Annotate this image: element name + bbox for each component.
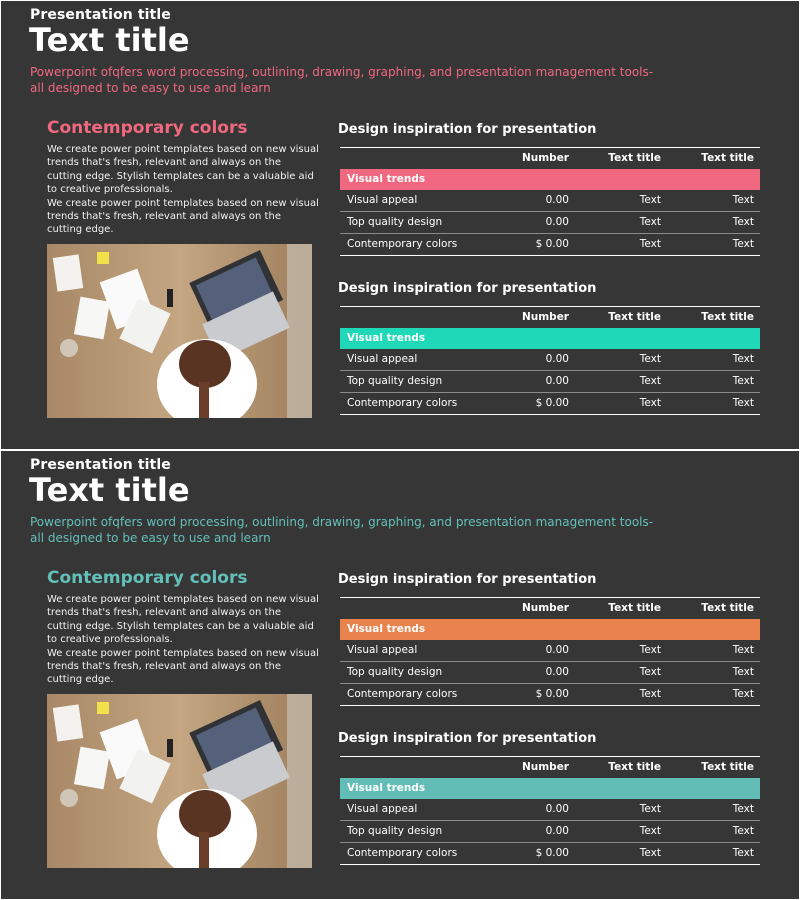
table-row (340, 684, 760, 706)
table-1 (340, 147, 760, 256)
row-label: Contemporary colors (347, 688, 458, 700)
row-text-2: Text (732, 397, 754, 409)
header-text-title-2: Text title (701, 602, 754, 614)
row-number: $ 0.00 (535, 238, 569, 250)
table-2-title: Design inspiration for presentation (338, 281, 597, 296)
table-band (340, 169, 760, 190)
header-number: Number (521, 761, 569, 773)
row-text-2: Text (732, 194, 754, 206)
row-label: Contemporary colors (347, 397, 458, 409)
row-text-1: Text (639, 803, 661, 815)
row-text-1: Text (639, 397, 661, 409)
row-number: 0.00 (545, 194, 569, 206)
row-number: 0.00 (545, 216, 569, 228)
row-text-2: Text (732, 847, 754, 859)
body-text (47, 593, 319, 687)
header-text-title-2: Text title (701, 152, 754, 164)
row-number: 0.00 (545, 666, 569, 678)
table-row (340, 799, 760, 821)
body-text (47, 143, 319, 237)
table-band (340, 328, 760, 349)
row-text-2: Text (732, 666, 754, 678)
row-text-1: Text (639, 353, 661, 365)
table-row (340, 393, 760, 415)
slide-2 (1, 451, 799, 899)
table-row (340, 371, 760, 393)
desk-photo-illustration (47, 244, 312, 418)
row-number: 0.00 (545, 353, 569, 365)
presentation-title: Presentation title (30, 7, 171, 23)
table-band (340, 619, 760, 640)
band-label: Visual trends (347, 623, 426, 635)
table-2 (340, 756, 760, 865)
row-label: Visual appeal (347, 353, 418, 365)
header-number: Number (521, 152, 569, 164)
row-text-1: Text (639, 238, 661, 250)
row-text-2: Text (732, 375, 754, 387)
header-number: Number (521, 311, 569, 323)
row-text-1: Text (639, 847, 661, 859)
header-number: Number (521, 602, 569, 614)
paragraph-2: We create power point templates based on new visual trends that's fresh, relevant and always on the cutting edge. (47, 647, 319, 686)
paragraph-1: We create power point templates based on new visual trends that's fresh, relevant and always on the cutting edge. Stylish templates can be a valuable aid to creative professionals. (47, 144, 319, 196)
row-label: Top quality design (347, 825, 443, 837)
row-label: Contemporary colors (347, 238, 458, 250)
row-label: Visual appeal (347, 803, 418, 815)
paragraph-2: We create power point templates based on new visual trends that's fresh, relevant and always on the cutting edge. (47, 197, 319, 236)
row-label: Top quality design (347, 216, 443, 228)
table-1 (340, 597, 760, 706)
desk-photo-icon (47, 244, 312, 418)
row-text-1: Text (639, 194, 661, 206)
row-text-1: Text (639, 375, 661, 387)
row-text-1: Text (639, 216, 661, 228)
table-2 (340, 306, 760, 415)
paragraph-1: We create power point templates based on new visual trends that's fresh, relevant and always on the cutting edge. Stylish templates can be a valuable aid to creative professionals. (47, 594, 319, 646)
table-header (340, 306, 760, 328)
row-number: $ 0.00 (535, 688, 569, 700)
table-row (340, 234, 760, 256)
header-text-title-2: Text title (701, 311, 754, 323)
main-title: Text title (29, 471, 190, 509)
table-1-title: Design inspiration for presentation (338, 122, 597, 137)
row-text-1: Text (639, 688, 661, 700)
band-label: Visual trends (347, 332, 426, 344)
row-number: 0.00 (545, 644, 569, 656)
row-text-2: Text (732, 238, 754, 250)
main-title: Text title (29, 21, 190, 59)
row-number: 0.00 (545, 803, 569, 815)
row-number: 0.00 (545, 825, 569, 837)
section-heading: Contemporary colors (47, 568, 248, 588)
band-label: Visual trends (347, 173, 426, 185)
row-text-2: Text (732, 353, 754, 365)
table-header (340, 756, 760, 778)
row-text-1: Text (639, 666, 661, 678)
table-row (340, 640, 760, 662)
row-text-2: Text (732, 803, 754, 815)
row-text-2: Text (732, 688, 754, 700)
band-label: Visual trends (347, 782, 426, 794)
row-text-1: Text (639, 825, 661, 837)
presentation-title: Presentation title (30, 457, 171, 473)
table-row (340, 212, 760, 234)
header-text-title-1: Text title (608, 761, 661, 773)
row-number: 0.00 (545, 375, 569, 387)
table-row (340, 190, 760, 212)
desk-photo-icon (47, 694, 312, 868)
row-label: Top quality design (347, 666, 443, 678)
table-2-title: Design inspiration for presentation (338, 731, 597, 746)
header-text-title-1: Text title (608, 602, 661, 614)
desk-photo-illustration (47, 694, 312, 868)
table-header (340, 597, 760, 619)
header-text-title-2: Text title (701, 761, 754, 773)
row-text-2: Text (732, 216, 754, 228)
row-text-2: Text (732, 644, 754, 656)
table-row (340, 349, 760, 371)
table-header (340, 147, 760, 169)
subtitle: Powerpoint ofqfers word processing, outlining, drawing, graphing, and presentation management tools- all designed to be easy to use and learn (30, 65, 654, 95)
table-band (340, 778, 760, 799)
section-heading: Contemporary colors (47, 118, 248, 138)
slide-1 (1, 1, 799, 449)
row-number: $ 0.00 (535, 847, 569, 859)
row-label: Visual appeal (347, 644, 418, 656)
table-row (340, 821, 760, 843)
table-row (340, 843, 760, 865)
row-label: Contemporary colors (347, 847, 458, 859)
table-row (340, 662, 760, 684)
row-number: $ 0.00 (535, 397, 569, 409)
row-label: Visual appeal (347, 194, 418, 206)
row-text-1: Text (639, 644, 661, 656)
row-label: Top quality design (347, 375, 443, 387)
header-text-title-1: Text title (608, 152, 661, 164)
subtitle: Powerpoint ofqfers word processing, outlining, drawing, graphing, and presentation management tools- all designed to be easy to use and learn (30, 515, 654, 545)
table-1-title: Design inspiration for presentation (338, 572, 597, 587)
header-text-title-1: Text title (608, 311, 661, 323)
row-text-2: Text (732, 825, 754, 837)
